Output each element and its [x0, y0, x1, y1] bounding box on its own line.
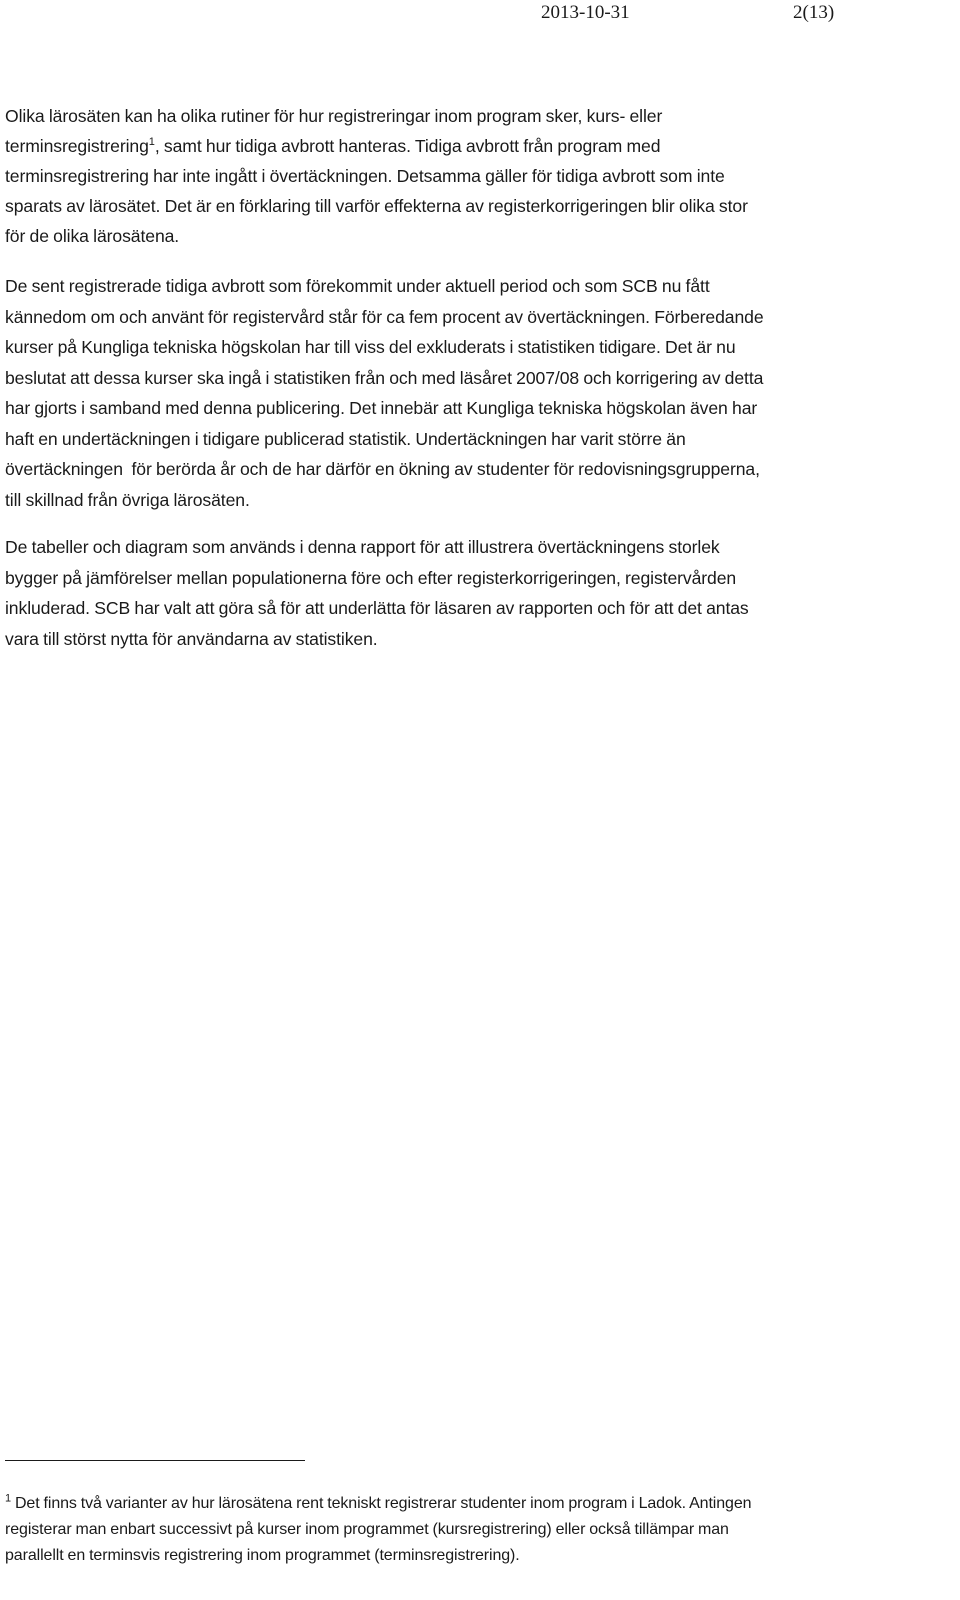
- paragraph-line: inkluderad. SCB har valt att göra så för att underlätta för läsaren av rapporten och för att det antas: [5, 598, 749, 618]
- paragraph-3: [5, 532, 945, 654]
- paragraph-line: [5, 131, 945, 161]
- paragraph-line-prefix: terminsregistrering: [5, 136, 149, 156]
- document-date: 2013-10-31: [541, 2, 630, 23]
- paragraph-line: övertäckningen för berörda år och de har därför en ökning av studenter för redovisningsgrupperna,: [5, 459, 760, 479]
- paragraph-line: bygger på jämförelser mellan populationerna före och efter registerkorrigeringen, registervården: [5, 567, 737, 588]
- footnote-line: [5, 1491, 945, 1517]
- paragraph-line: De tabeller och diagram som används i denna rapport för att illustrera övertäckningens storlek: [5, 537, 720, 557]
- paragraph-2: [5, 271, 945, 515]
- paragraph-line: för de olika lärosätena.: [5, 226, 180, 246]
- footnote-separator: [5, 1460, 305, 1461]
- paragraph-line: terminsregistrering har inte ingått i övertäckningen. Detsamma gäller för tidiga avbrott som inte: [5, 166, 725, 186]
- footnote: [5, 1491, 945, 1569]
- paragraph-line-rest: , samt hur tidiga avbrott hanteras. Tidiga avbrott från program med: [154, 136, 661, 156]
- footnote-line-text: Det finns två varianter av hur lärosätena rent tekniskt registrerar studenter inom program i Ladok. Antingen: [11, 1495, 752, 1512]
- footnote-line: parallellt en terminsvis registrering inom programmet (terminsregistrering).: [5, 1547, 520, 1564]
- paragraph-line: beslutat att dessa kurser ska ingå i statistiken från och med läsåret 2007/08 och korrigering av detta: [5, 367, 764, 388]
- paragraph-1: [5, 101, 945, 251]
- paragraph-line: kurser på Kungliga tekniska högskolan har till viss del exkluderats i statistiken tidigare. Det är nu: [5, 337, 736, 357]
- page-number: 2(13): [793, 2, 835, 23]
- paragraph-line: till skillnad från övriga lärosäten.: [5, 489, 250, 510]
- paragraph-line: har gjorts i samband med denna publicering. Det innebär att Kungliga tekniska högskolan även har: [5, 398, 758, 418]
- paragraph-line: sparats av lärosätet. Det är en förklaring till varför effekterna av registerkorrigeringen blir olika stor: [5, 196, 748, 216]
- paragraph-line: De sent registrerade tidiga avbrott som förekommit under aktuell period och som SCB nu fått: [5, 276, 710, 296]
- paragraph-line: vara till störst nytta för användarna av statistiken.: [5, 628, 378, 649]
- footnote-marker: 1: [5, 1492, 12, 1505]
- footnote-line: registerar man enbart successivt på kurser inom programmet (kursregistrering) eller också tillämpar man: [5, 1521, 729, 1538]
- paragraph-line: Olika lärosäten kan ha olika rutiner för hur registreringar inom program sker, kurs- eller: [5, 106, 663, 126]
- paragraph-line: kännedom om och använt för registervård står för ca fem procent av övertäckningen. Förberedande: [5, 306, 764, 327]
- paragraph-line: haft en undertäckningen i tidigare publicerad statistik. Undertäckningen har varit större än: [5, 428, 686, 449]
- page-header: [0, 0, 960, 30]
- footnote-reference: 1: [148, 136, 155, 149]
